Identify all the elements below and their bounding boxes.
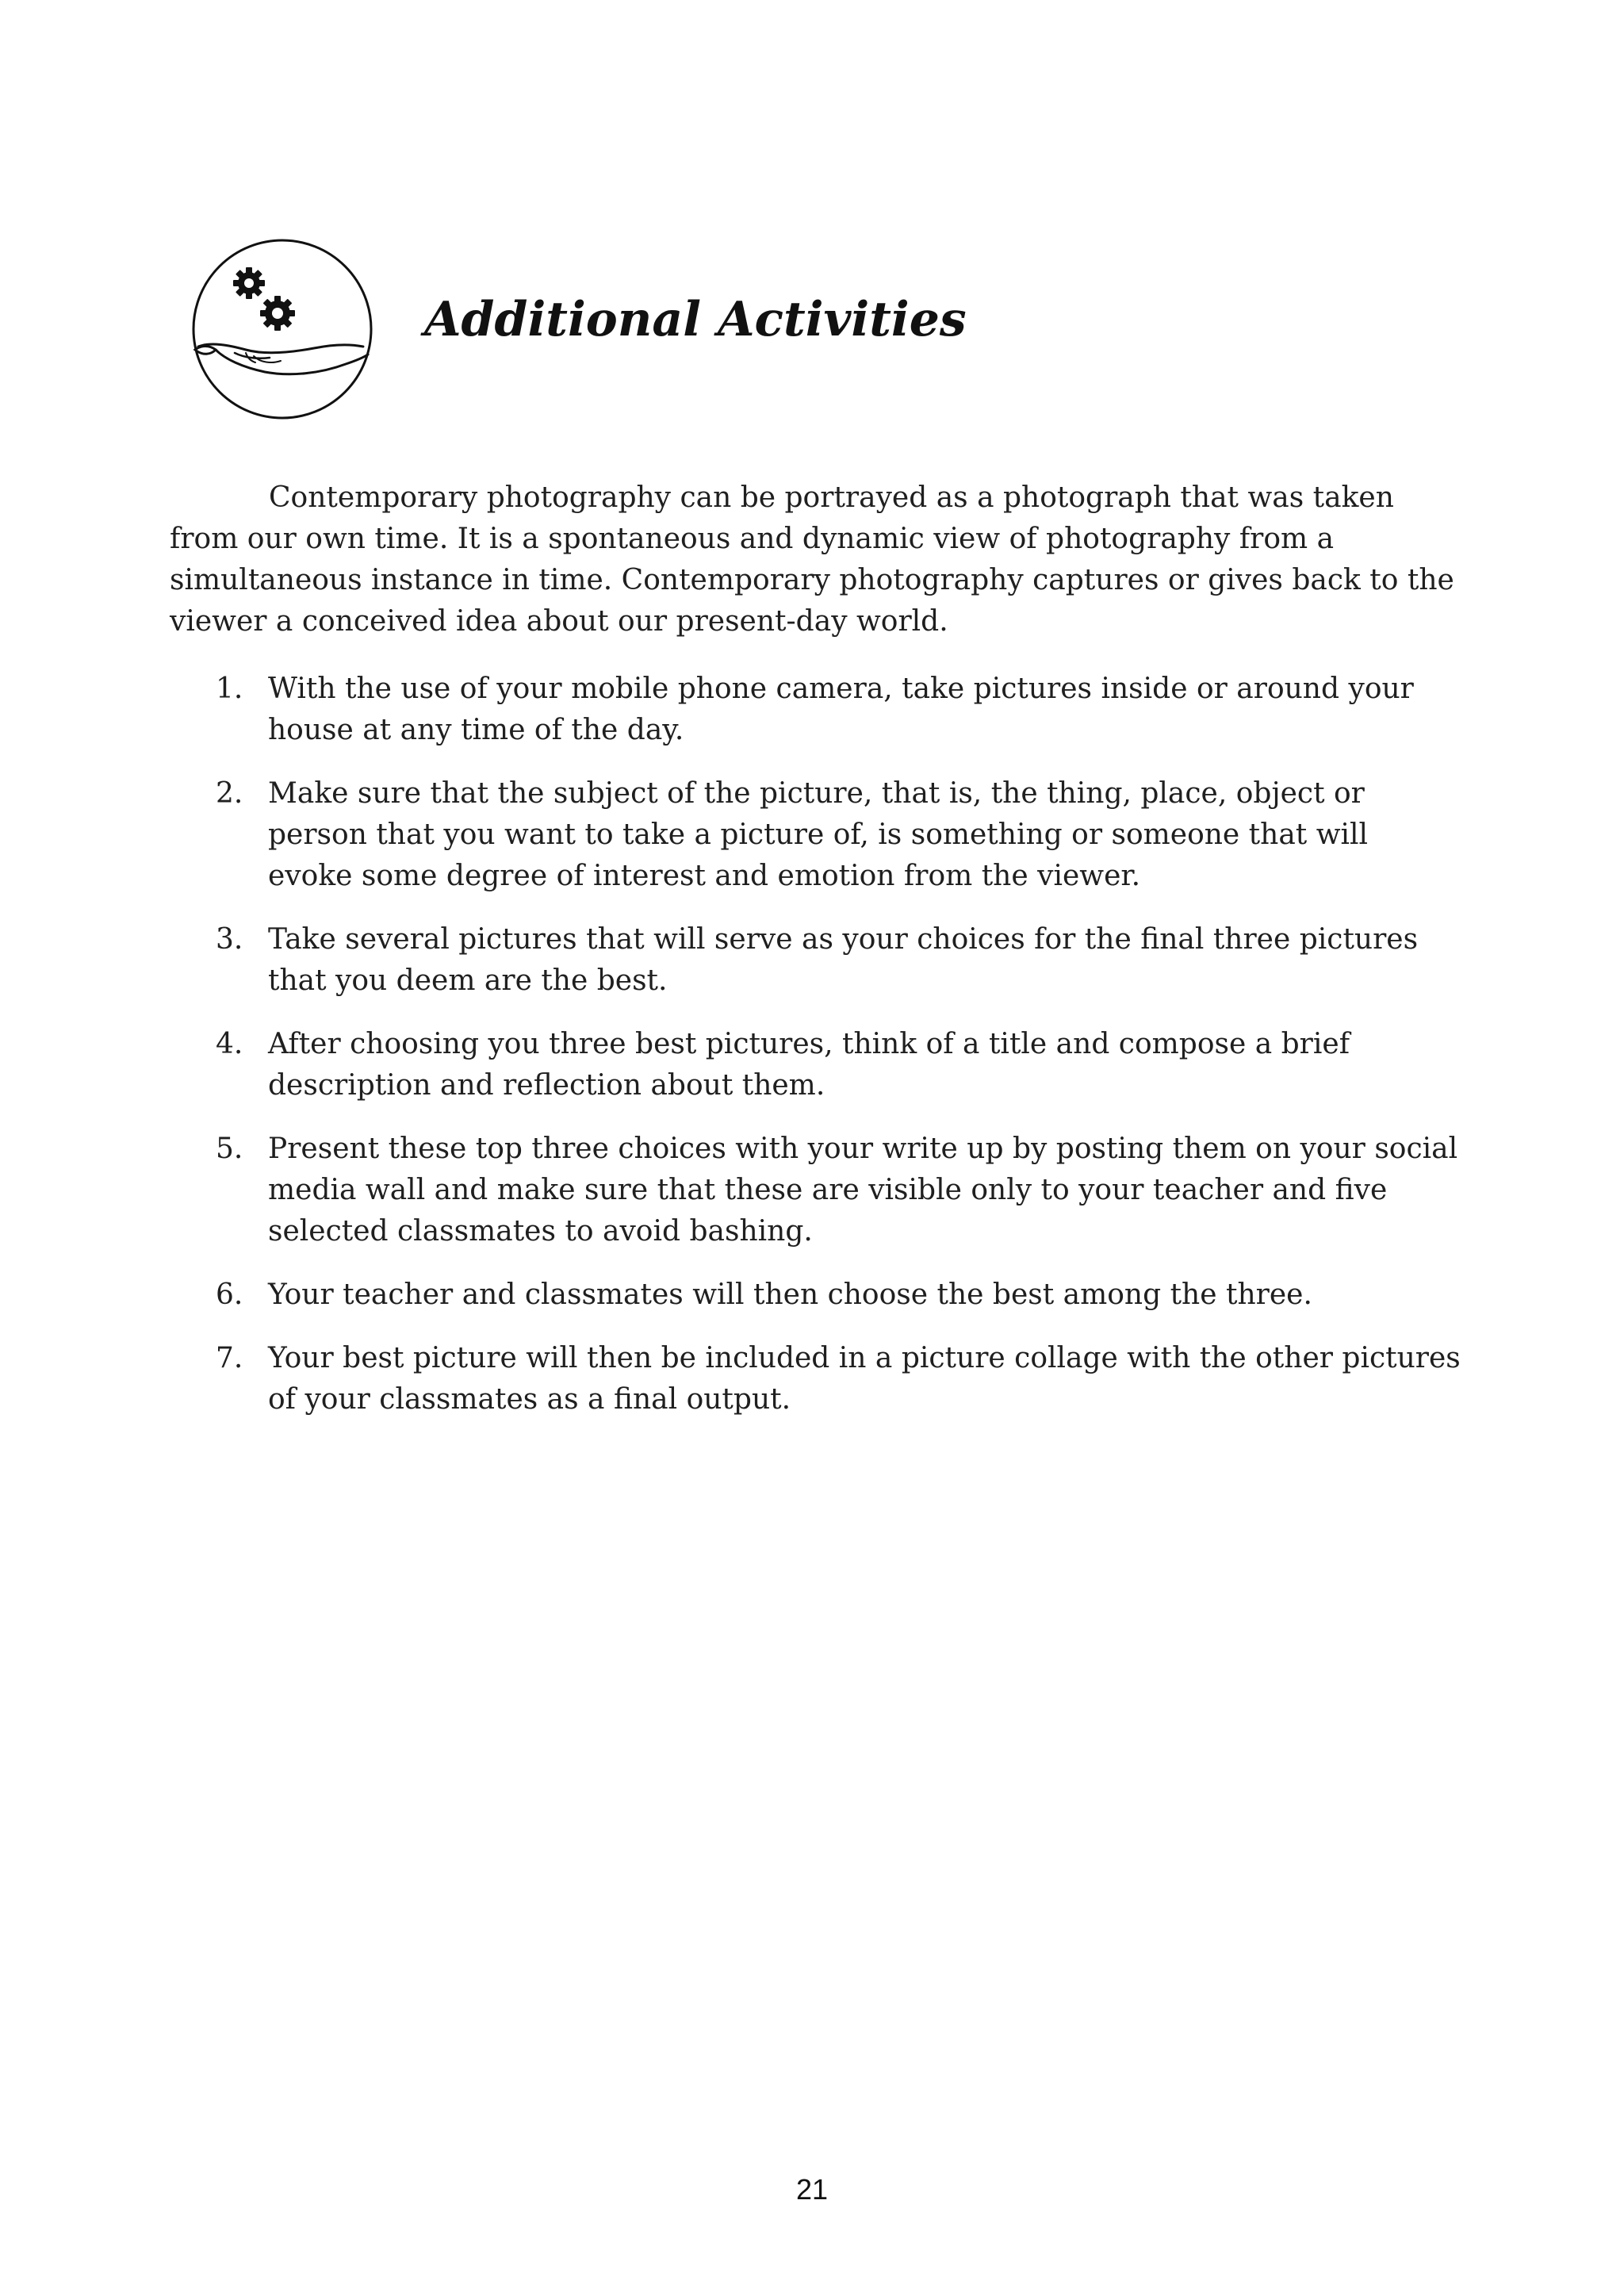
list-item [216, 773, 1461, 897]
list-item [216, 1129, 1461, 1252]
activity-list [216, 669, 1461, 1443]
list-item-text: With the use of your mobile phone camera, take pictures inside or around your house at any time of the day. [268, 673, 1414, 746]
list-item-text: Your best picture will then be included in a picture collage with the other pictures of your classmates as a final output. [268, 1342, 1461, 1416]
page-number: 21 [795, 2173, 829, 2206]
list-item-number: 7. [216, 1342, 243, 1374]
gears-on-hand-icon [187, 234, 377, 424]
list-item-text: After choosing you three best pictures, think of a title and compose a brief description and reflection about them. [268, 1028, 1350, 1102]
list-item-text: Your teacher and classmates will then choose the best among the three. [268, 1278, 1312, 1311]
list-item-text: Present these top three choices with your write up by posting them on your social media wall and make sure that these are visible only to your teacher and five selected classmates to avoid bashing. [268, 1133, 1458, 1248]
list-item-number: 5. [216, 1133, 243, 1165]
list-item-text: Take several pictures that will serve as your choices for the final three pictures that you deem are the best. [268, 923, 1419, 997]
intro-paragraph: Contemporary photography can be portrayed as a photograph that was taken from our own time. It is a spontaneous and dynamic view of photography from a simultaneous instance in time. Contemporary photography captures or gives back to the viewer a conceived idea about our present-day world. [170, 481, 1454, 638]
list-item-number: 3. [216, 923, 243, 956]
section-title: Additional Activities [424, 292, 967, 347]
list-item [216, 669, 1461, 751]
list-item-number: 1. [216, 673, 243, 705]
list-item-number: 4. [216, 1028, 243, 1060]
list-item [216, 1024, 1461, 1106]
list-item [216, 919, 1461, 1002]
list-item-number: 6. [216, 1278, 243, 1311]
list-item [216, 1338, 1461, 1420]
list-item-number: 2. [216, 777, 243, 810]
list-item-text: Make sure that the subject of the picture, that is, the thing, place, object or person that you want to take a picture of, is something or someone that will evoke some degree of interest and emotion from the viewer. [268, 777, 1369, 892]
list-item [216, 1274, 1461, 1316]
